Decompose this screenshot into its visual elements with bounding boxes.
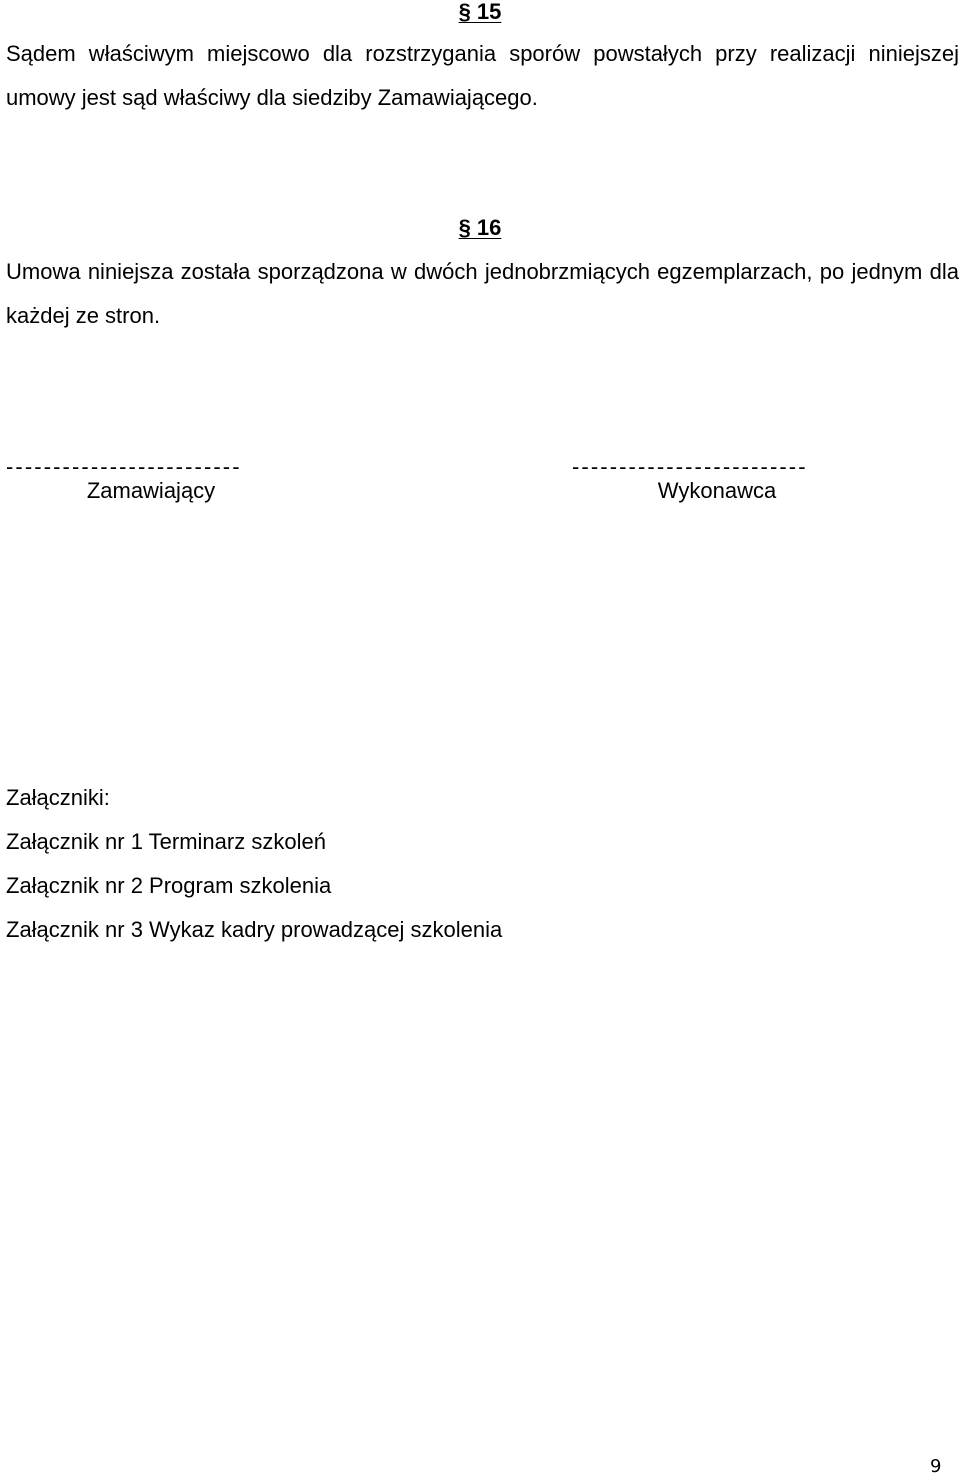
section-15-heading: § 15	[458, 0, 502, 24]
attachment-item: Załącznik nr 2 Program szkolenia	[6, 873, 332, 898]
signature-line: -------------------------	[6, 454, 242, 479]
attachment-item: Załącznik nr 1 Terminarz szkoleń	[6, 829, 326, 854]
signature-block-ordering-party	[6, 456, 296, 504]
section-16-heading: § 16	[458, 215, 502, 240]
signature-label-ordering-party: Zamawiający	[86, 478, 216, 503]
attachments-heading: Załączniki:	[6, 785, 110, 810]
signature-label-contractor: Wykonawca	[657, 478, 777, 503]
page-number: 9	[930, 1456, 942, 1477]
signature-block-contractor	[572, 456, 862, 504]
section-15-text: Sądem właściwym miejscowo dla rozstrzygania sporów powstałych przy realizacji niniejszej umowy jest sąd właściwy dla siedziby Zamawiającego.	[6, 41, 959, 110]
attachment-item: Załącznik nr 3 Wykaz kadry prowadzącej szkolenia	[6, 917, 503, 942]
signature-line: -------------------------	[572, 454, 808, 479]
attachments-list	[6, 776, 502, 952]
section-16-text: Umowa niniejsza została sporządzona w dwóch jednobrzmiących egzemplarzach, po jednym dla każdej ze stron.	[6, 259, 959, 328]
